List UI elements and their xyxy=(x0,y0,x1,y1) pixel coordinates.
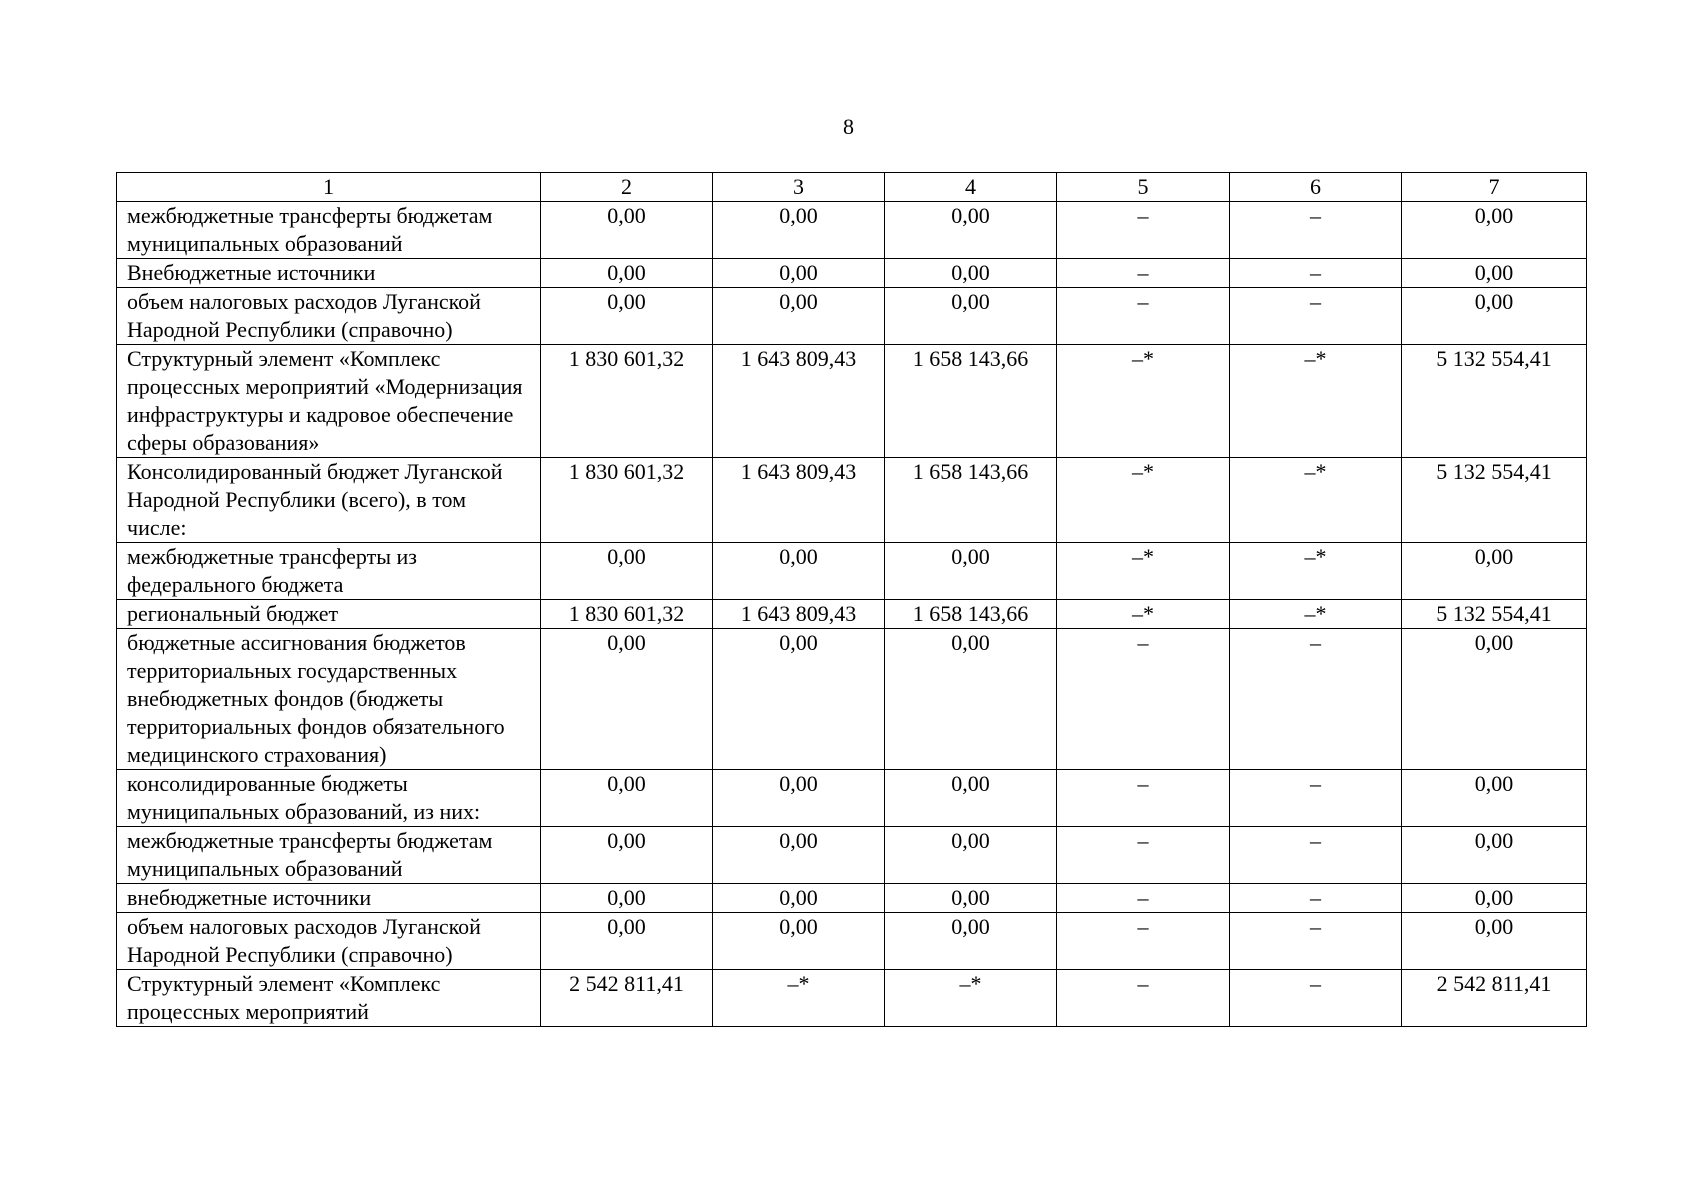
row-label: региональный бюджет xyxy=(117,600,541,629)
cell-value: – xyxy=(1057,288,1230,345)
cell-value: 0,00 xyxy=(541,884,713,913)
cell-value: –* xyxy=(1057,543,1230,600)
cell-value: 0,00 xyxy=(713,543,885,600)
cell-value: –* xyxy=(1230,458,1402,543)
cell-value: 0,00 xyxy=(713,770,885,827)
cell-value: 0,00 xyxy=(541,827,713,884)
cell-value: –* xyxy=(1057,345,1230,458)
cell-value: – xyxy=(1057,629,1230,770)
cell-value: 0,00 xyxy=(713,913,885,970)
cell-value: 2 542 811,41 xyxy=(1402,970,1587,1027)
row-label: межбюджетные трансферты бюджетам муниципальных образований xyxy=(117,202,541,259)
column-header: 1 xyxy=(117,173,541,202)
column-header: 2 xyxy=(541,173,713,202)
cell-value: – xyxy=(1230,259,1402,288)
cell-value: – xyxy=(1057,970,1230,1027)
column-header: 7 xyxy=(1402,173,1587,202)
cell-value: 1 643 809,43 xyxy=(713,600,885,629)
cell-value: 1 658 143,66 xyxy=(885,600,1057,629)
cell-value: – xyxy=(1230,629,1402,770)
page-number: 8 xyxy=(843,114,854,139)
cell-value: 0,00 xyxy=(1402,629,1587,770)
cell-value: 0,00 xyxy=(1402,543,1587,600)
cell-value: 0,00 xyxy=(1402,288,1587,345)
cell-value: 1 830 601,32 xyxy=(541,345,713,458)
cell-value: 0,00 xyxy=(541,543,713,600)
cell-value: 0,00 xyxy=(885,827,1057,884)
cell-value: 0,00 xyxy=(885,884,1057,913)
column-header: 5 xyxy=(1057,173,1230,202)
cell-value: 0,00 xyxy=(885,543,1057,600)
table-row xyxy=(117,629,1587,770)
cell-value: 0,00 xyxy=(541,288,713,345)
table-row xyxy=(117,913,1587,970)
cell-value: –* xyxy=(713,970,885,1027)
cell-value: 0,00 xyxy=(885,288,1057,345)
cell-value: 0,00 xyxy=(1402,202,1587,259)
cell-value: 0,00 xyxy=(541,629,713,770)
row-label: внебюджетные источники xyxy=(117,884,541,913)
table-row xyxy=(117,884,1587,913)
cell-value: –* xyxy=(885,970,1057,1027)
cell-value: 0,00 xyxy=(885,202,1057,259)
cell-value: – xyxy=(1230,970,1402,1027)
table-row xyxy=(117,600,1587,629)
column-header: 3 xyxy=(713,173,885,202)
cell-value: 1 643 809,43 xyxy=(713,458,885,543)
table-row xyxy=(117,827,1587,884)
table-row xyxy=(117,288,1587,345)
cell-value: 0,00 xyxy=(1402,827,1587,884)
cell-value: – xyxy=(1057,202,1230,259)
row-label: Структурный элемент «Комплекс процессных мероприятий xyxy=(117,970,541,1027)
cell-value: 0,00 xyxy=(541,913,713,970)
table-row xyxy=(117,202,1587,259)
cell-value: 2 542 811,41 xyxy=(541,970,713,1027)
cell-value: – xyxy=(1230,913,1402,970)
cell-value: 0,00 xyxy=(541,770,713,827)
cell-value: 0,00 xyxy=(713,202,885,259)
cell-value: 1 830 601,32 xyxy=(541,458,713,543)
cell-value: –* xyxy=(1230,600,1402,629)
row-label: Консолидированный бюджет Луганской Народной Республики (всего), в том числе: xyxy=(117,458,541,543)
cell-value: – xyxy=(1057,884,1230,913)
cell-value: 0,00 xyxy=(713,827,885,884)
cell-value: – xyxy=(1230,202,1402,259)
cell-value: 0,00 xyxy=(541,202,713,259)
cell-value: 0,00 xyxy=(885,770,1057,827)
cell-value: 0,00 xyxy=(541,259,713,288)
table-row xyxy=(117,345,1587,458)
cell-value: 0,00 xyxy=(713,288,885,345)
budget-table xyxy=(116,172,1587,1027)
cell-value: – xyxy=(1230,770,1402,827)
cell-value: 0,00 xyxy=(885,259,1057,288)
column-header: 4 xyxy=(885,173,1057,202)
row-label: межбюджетные трансферты из федерального бюджета xyxy=(117,543,541,600)
table-row xyxy=(117,458,1587,543)
row-label: Внебюджетные источники xyxy=(117,259,541,288)
cell-value: – xyxy=(1057,827,1230,884)
cell-value: – xyxy=(1057,770,1230,827)
cell-value: –* xyxy=(1057,600,1230,629)
cell-value: 0,00 xyxy=(1402,913,1587,970)
cell-value: 0,00 xyxy=(885,629,1057,770)
cell-value: –* xyxy=(1230,543,1402,600)
table-row xyxy=(117,543,1587,600)
cell-value: 0,00 xyxy=(713,259,885,288)
cell-value: – xyxy=(1057,913,1230,970)
table-header-row xyxy=(117,173,1587,202)
cell-value: –* xyxy=(1230,345,1402,458)
cell-value: 0,00 xyxy=(1402,259,1587,288)
cell-value: 0,00 xyxy=(885,913,1057,970)
row-label: межбюджетные трансферты бюджетам муниципальных образований xyxy=(117,827,541,884)
cell-value: 5 132 554,41 xyxy=(1402,345,1587,458)
cell-value: 0,00 xyxy=(713,884,885,913)
cell-value: 1 643 809,43 xyxy=(713,345,885,458)
table-row xyxy=(117,970,1587,1027)
cell-value: – xyxy=(1057,259,1230,288)
row-label: объем налоговых расходов Луганской Народной Республики (справочно) xyxy=(117,913,541,970)
row-label: консолидированные бюджеты муниципальных образований, из них: xyxy=(117,770,541,827)
row-label: Структурный элемент «Комплекс процессных мероприятий «Модернизация инфраструктуры и кадровое обеспечение сферы образования» xyxy=(117,345,541,458)
table-row xyxy=(117,770,1587,827)
cell-value: 0,00 xyxy=(1402,884,1587,913)
cell-value: – xyxy=(1230,884,1402,913)
cell-value: 1 658 143,66 xyxy=(885,458,1057,543)
cell-value: –* xyxy=(1057,458,1230,543)
table-row xyxy=(117,259,1587,288)
row-label: объем налоговых расходов Луганской Народной Республики (справочно) xyxy=(117,288,541,345)
cell-value: – xyxy=(1230,288,1402,345)
cell-value: 0,00 xyxy=(713,629,885,770)
column-header: 6 xyxy=(1230,173,1402,202)
cell-value: 5 132 554,41 xyxy=(1402,600,1587,629)
cell-value: 5 132 554,41 xyxy=(1402,458,1587,543)
row-label: бюджетные ассигнования бюджетов территориальных государственных внебюджетных фондов (бюджеты территориальных фондов обязательного медицинского страхования) xyxy=(117,629,541,770)
cell-value: 1 658 143,66 xyxy=(885,345,1057,458)
cell-value: 1 830 601,32 xyxy=(541,600,713,629)
cell-value: – xyxy=(1230,827,1402,884)
cell-value: 0,00 xyxy=(1402,770,1587,827)
